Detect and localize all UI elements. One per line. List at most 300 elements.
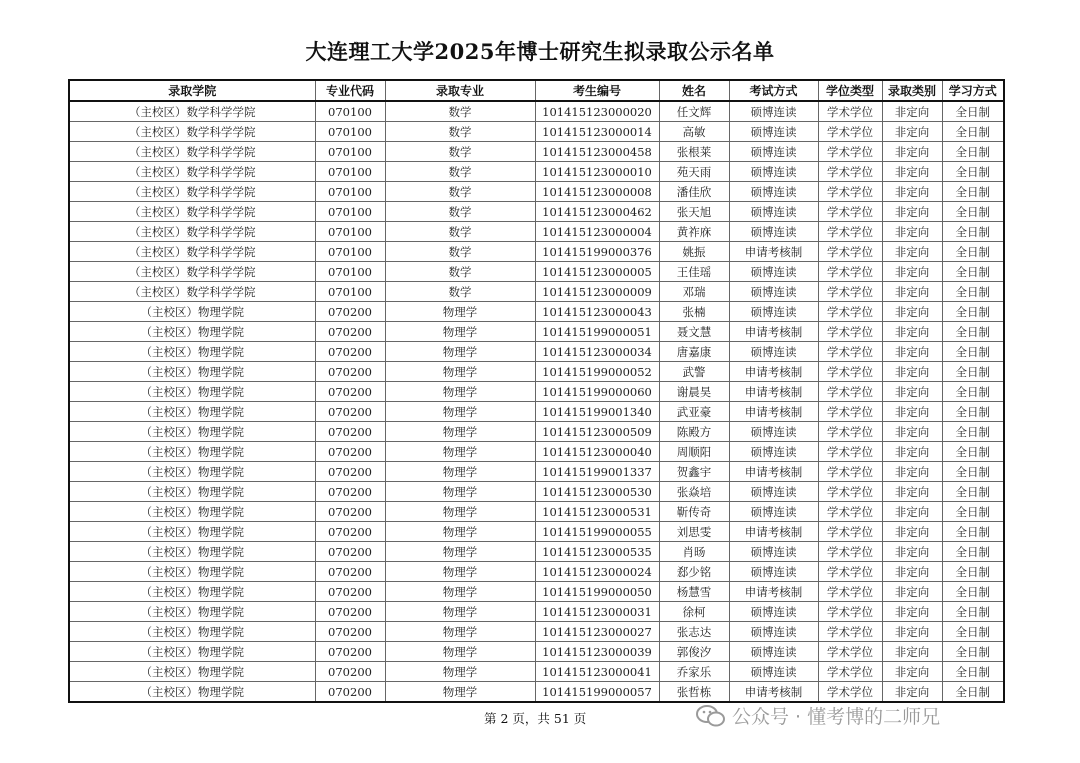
table-cell: 101415123000005 bbox=[535, 262, 659, 282]
table-cell: （主校区）物理学院 bbox=[69, 402, 315, 422]
table-cell: 070100 bbox=[315, 242, 385, 262]
table-row bbox=[69, 322, 1004, 342]
table-cell: 非定向 bbox=[882, 101, 942, 122]
table-cell: 全日制 bbox=[942, 362, 1004, 382]
table-row bbox=[69, 402, 1004, 422]
table-cell: 乔家乐 bbox=[659, 662, 729, 682]
table-row bbox=[69, 162, 1004, 182]
table-cell: 101415199000376 bbox=[535, 242, 659, 262]
table-cell: 数学 bbox=[385, 222, 535, 242]
table-cell: 非定向 bbox=[882, 262, 942, 282]
table-cell: 物理学 bbox=[385, 582, 535, 602]
table-cell: 学术学位 bbox=[818, 542, 882, 562]
table-cell: 数学 bbox=[385, 282, 535, 302]
table-cell: （主校区）数学科学学院 bbox=[69, 242, 315, 262]
table-cell: 101415123000535 bbox=[535, 542, 659, 562]
table-cell: 申请考核制 bbox=[729, 362, 818, 382]
table-cell: 101415123000462 bbox=[535, 202, 659, 222]
table-cell: 非定向 bbox=[882, 182, 942, 202]
table-row bbox=[69, 622, 1004, 642]
table-cell: 070100 bbox=[315, 182, 385, 202]
table-cell: 张志达 bbox=[659, 622, 729, 642]
table-cell: 学术学位 bbox=[818, 462, 882, 482]
table-cell: （主校区）数学科学学院 bbox=[69, 262, 315, 282]
table-cell: 申请考核制 bbox=[729, 242, 818, 262]
table-cell: 070200 bbox=[315, 322, 385, 342]
table-cell: 非定向 bbox=[882, 582, 942, 602]
table-cell: （主校区）数学科学学院 bbox=[69, 101, 315, 122]
table-cell: 全日制 bbox=[942, 562, 1004, 582]
table-cell: 硕博连读 bbox=[729, 262, 818, 282]
table-cell: 101415123000458 bbox=[535, 142, 659, 162]
table-row bbox=[69, 602, 1004, 622]
table-cell: 数学 bbox=[385, 122, 535, 142]
table-row bbox=[69, 682, 1004, 703]
table-cell: 物理学 bbox=[385, 322, 535, 342]
table-cell: 张根莱 bbox=[659, 142, 729, 162]
table-cell: 学术学位 bbox=[818, 222, 882, 242]
table-cell: （主校区）物理学院 bbox=[69, 342, 315, 362]
table-cell: 硕博连读 bbox=[729, 101, 818, 122]
table-cell: 学术学位 bbox=[818, 202, 882, 222]
table-cell: 全日制 bbox=[942, 242, 1004, 262]
table-cell: 学术学位 bbox=[818, 442, 882, 462]
table-cell: 101415123000040 bbox=[535, 442, 659, 462]
table-cell: 硕博连读 bbox=[729, 282, 818, 302]
table-row bbox=[69, 442, 1004, 462]
table-cell: （主校区）物理学院 bbox=[69, 362, 315, 382]
table-cell: 学术学位 bbox=[818, 322, 882, 342]
column-header: 考试方式 bbox=[729, 80, 818, 101]
table-cell: 学术学位 bbox=[818, 122, 882, 142]
table-cell: 070200 bbox=[315, 682, 385, 703]
table-cell: 101415199000050 bbox=[535, 582, 659, 602]
table-cell: 杨慧雪 bbox=[659, 582, 729, 602]
table-cell: 070200 bbox=[315, 422, 385, 442]
table-cell: 任文辉 bbox=[659, 101, 729, 122]
table-cell: 数学 bbox=[385, 142, 535, 162]
table-cell: 硕博连读 bbox=[729, 642, 818, 662]
table-cell: 潘佳欣 bbox=[659, 182, 729, 202]
table-cell: 全日制 bbox=[942, 582, 1004, 602]
table-cell: 学术学位 bbox=[818, 622, 882, 642]
table-cell: 学术学位 bbox=[818, 182, 882, 202]
column-header: 姓名 bbox=[659, 80, 729, 101]
table-cell: 全日制 bbox=[942, 382, 1004, 402]
table-cell: 硕博连读 bbox=[729, 622, 818, 642]
table-cell: 学术学位 bbox=[818, 302, 882, 322]
table-cell: 070100 bbox=[315, 162, 385, 182]
table-cell: 陈殿方 bbox=[659, 422, 729, 442]
table-cell: 非定向 bbox=[882, 422, 942, 442]
column-header: 录取专业 bbox=[385, 80, 535, 101]
table-cell: 学术学位 bbox=[818, 242, 882, 262]
table-cell: 硕博连读 bbox=[729, 542, 818, 562]
wechat-icon bbox=[696, 705, 726, 727]
table-cell: 学术学位 bbox=[818, 422, 882, 442]
column-header: 录取类别 bbox=[882, 80, 942, 101]
table-cell: 全日制 bbox=[942, 642, 1004, 662]
table-cell: （主校区）物理学院 bbox=[69, 442, 315, 462]
table-cell: 申请考核制 bbox=[729, 582, 818, 602]
table-cell: 070200 bbox=[315, 442, 385, 462]
table-cell: 学术学位 bbox=[818, 142, 882, 162]
table-cell: 非定向 bbox=[882, 602, 942, 622]
table-cell: 物理学 bbox=[385, 562, 535, 582]
table-cell: 070100 bbox=[315, 101, 385, 122]
table-row bbox=[69, 422, 1004, 442]
table-cell: 全日制 bbox=[942, 622, 1004, 642]
table-cell: 070200 bbox=[315, 542, 385, 562]
table-cell: 101415123000009 bbox=[535, 282, 659, 302]
table-cell: 070200 bbox=[315, 362, 385, 382]
table-row bbox=[69, 502, 1004, 522]
table-cell: 物理学 bbox=[385, 482, 535, 502]
table-cell: 物理学 bbox=[385, 362, 535, 382]
table-cell: 物理学 bbox=[385, 682, 535, 703]
table-cell: （主校区）物理学院 bbox=[69, 662, 315, 682]
table-cell: 物理学 bbox=[385, 342, 535, 362]
table-cell: 070200 bbox=[315, 462, 385, 482]
table-row bbox=[69, 122, 1004, 142]
table-cell: 101415123000031 bbox=[535, 602, 659, 622]
table-cell: 101415199001340 bbox=[535, 402, 659, 422]
table-cell: 物理学 bbox=[385, 422, 535, 442]
column-header: 专业代码 bbox=[315, 80, 385, 101]
table-cell: 学术学位 bbox=[818, 602, 882, 622]
table-cell: 全日制 bbox=[942, 182, 1004, 202]
table-cell: 101415123000020 bbox=[535, 101, 659, 122]
table-cell: 非定向 bbox=[882, 382, 942, 402]
table-row bbox=[69, 362, 1004, 382]
table-cell: 070200 bbox=[315, 562, 385, 582]
table-cell: （主校区）数学科学学院 bbox=[69, 142, 315, 162]
table-cell: 101415199000057 bbox=[535, 682, 659, 703]
table-cell: 全日制 bbox=[942, 282, 1004, 302]
table-cell: 101415123000530 bbox=[535, 482, 659, 502]
table-cell: 学术学位 bbox=[818, 562, 882, 582]
table-cell: 申请考核制 bbox=[729, 462, 818, 482]
table-cell: 101415199000052 bbox=[535, 362, 659, 382]
table-cell: 全日制 bbox=[942, 522, 1004, 542]
table-cell: （主校区）物理学院 bbox=[69, 322, 315, 342]
table-cell: 101415123000004 bbox=[535, 222, 659, 242]
table-cell: 非定向 bbox=[882, 362, 942, 382]
table-cell: 学术学位 bbox=[818, 642, 882, 662]
table-cell: 邓瑞 bbox=[659, 282, 729, 302]
table-cell: （主校区）物理学院 bbox=[69, 682, 315, 703]
table-cell: 硕博连读 bbox=[729, 142, 818, 162]
table-row bbox=[69, 482, 1004, 502]
column-header: 考生编号 bbox=[535, 80, 659, 101]
table-cell: 全日制 bbox=[942, 442, 1004, 462]
table-cell: 非定向 bbox=[882, 542, 942, 562]
table-cell: （主校区）物理学院 bbox=[69, 382, 315, 402]
table-cell: 硕博连读 bbox=[729, 482, 818, 502]
table-cell: （主校区）物理学院 bbox=[69, 522, 315, 542]
table-cell: 高敏 bbox=[659, 122, 729, 142]
table-cell: 全日制 bbox=[942, 142, 1004, 162]
table-cell: 101415123000041 bbox=[535, 662, 659, 682]
table-row bbox=[69, 582, 1004, 602]
table-cell: 101415123000531 bbox=[535, 502, 659, 522]
table-body bbox=[69, 101, 1004, 702]
table-cell: （主校区）物理学院 bbox=[69, 642, 315, 662]
table-cell: 全日制 bbox=[942, 682, 1004, 703]
table-cell: 肖旸 bbox=[659, 542, 729, 562]
table-cell: 学术学位 bbox=[818, 101, 882, 122]
table-cell: 全日制 bbox=[942, 322, 1004, 342]
table-cell: 非定向 bbox=[882, 282, 942, 302]
table-cell: 全日制 bbox=[942, 462, 1004, 482]
table-cell: 张楠 bbox=[659, 302, 729, 322]
table-cell: 全日制 bbox=[942, 542, 1004, 562]
table-cell: （主校区）物理学院 bbox=[69, 602, 315, 622]
table-cell: 070200 bbox=[315, 342, 385, 362]
table-cell: 070100 bbox=[315, 122, 385, 142]
table-cell: 学术学位 bbox=[818, 402, 882, 422]
table-cell: 非定向 bbox=[882, 522, 942, 542]
table-cell: 070100 bbox=[315, 142, 385, 162]
table-cell: 全日制 bbox=[942, 101, 1004, 122]
table-cell: （主校区）数学科学学院 bbox=[69, 282, 315, 302]
table-header-row bbox=[69, 80, 1004, 101]
table-cell: （主校区）物理学院 bbox=[69, 482, 315, 502]
column-header: 学习方式 bbox=[942, 80, 1004, 101]
page-title: 大连理工大学2025年博士研究生拟录取公示名单 bbox=[305, 39, 775, 64]
table-cell: （主校区）物理学院 bbox=[69, 462, 315, 482]
table-cell: 非定向 bbox=[882, 462, 942, 482]
table-cell: 学术学位 bbox=[818, 342, 882, 362]
table-cell: 非定向 bbox=[882, 162, 942, 182]
table-cell: （主校区）物理学院 bbox=[69, 622, 315, 642]
table-cell: 郭俊汐 bbox=[659, 642, 729, 662]
table-cell: （主校区）数学科学学院 bbox=[69, 182, 315, 202]
table-cell: 学术学位 bbox=[818, 482, 882, 502]
table-cell: 101415123000010 bbox=[535, 162, 659, 182]
table-cell: 101415123000014 bbox=[535, 122, 659, 142]
table-cell: 学术学位 bbox=[818, 262, 882, 282]
table-row bbox=[69, 142, 1004, 162]
table-cell: 070200 bbox=[315, 302, 385, 322]
table-cell: 武亚豪 bbox=[659, 402, 729, 422]
table-cell: 070200 bbox=[315, 522, 385, 542]
table-row bbox=[69, 542, 1004, 562]
table-cell: 数学 bbox=[385, 101, 535, 122]
table-cell: 物理学 bbox=[385, 462, 535, 482]
table-cell: 数学 bbox=[385, 182, 535, 202]
table-cell: 刘思雯 bbox=[659, 522, 729, 542]
table-cell: 070100 bbox=[315, 222, 385, 242]
table-cell: 非定向 bbox=[882, 642, 942, 662]
table-cell: 101415123000024 bbox=[535, 562, 659, 582]
column-header: 录取学院 bbox=[69, 80, 315, 101]
page-number: 第 2 页，共 51 页 bbox=[484, 711, 587, 726]
table-cell: 硕博连读 bbox=[729, 122, 818, 142]
table-cell: 物理学 bbox=[385, 382, 535, 402]
table-cell: 全日制 bbox=[942, 482, 1004, 502]
table-cell: 硕博连读 bbox=[729, 182, 818, 202]
table-cell: 非定向 bbox=[882, 682, 942, 703]
table-cell: 非定向 bbox=[882, 562, 942, 582]
table-cell: 070200 bbox=[315, 582, 385, 602]
table-cell: 101415123000008 bbox=[535, 182, 659, 202]
table-cell: 硕博连读 bbox=[729, 302, 818, 322]
table-cell: 申请考核制 bbox=[729, 522, 818, 542]
table-cell: 数学 bbox=[385, 262, 535, 282]
table-cell: 全日制 bbox=[942, 162, 1004, 182]
table-cell: 非定向 bbox=[882, 482, 942, 502]
table-row bbox=[69, 522, 1004, 542]
table-cell: 非定向 bbox=[882, 442, 942, 462]
table-cell: 硕博连读 bbox=[729, 342, 818, 362]
table-cell: （主校区）物理学院 bbox=[69, 562, 315, 582]
table-cell: 070200 bbox=[315, 482, 385, 502]
table-cell: 申请考核制 bbox=[729, 682, 818, 703]
table-cell: 唐嘉康 bbox=[659, 342, 729, 362]
table-cell: 学术学位 bbox=[818, 162, 882, 182]
table-row bbox=[69, 282, 1004, 302]
table-cell: 数学 bbox=[385, 242, 535, 262]
table-cell: 非定向 bbox=[882, 402, 942, 422]
table-cell: 申请考核制 bbox=[729, 402, 818, 422]
table-cell: 物理学 bbox=[385, 522, 535, 542]
table-cell: 非定向 bbox=[882, 242, 942, 262]
table-row bbox=[69, 242, 1004, 262]
table-cell: 物理学 bbox=[385, 502, 535, 522]
table-cell: 物理学 bbox=[385, 542, 535, 562]
table-cell: 070200 bbox=[315, 402, 385, 422]
table-cell: 张焱培 bbox=[659, 482, 729, 502]
table-cell: 070200 bbox=[315, 662, 385, 682]
table-cell: 070200 bbox=[315, 602, 385, 622]
table-cell: 101415199001337 bbox=[535, 462, 659, 482]
table-row bbox=[69, 382, 1004, 402]
table-row bbox=[69, 302, 1004, 322]
table-cell: 学术学位 bbox=[818, 582, 882, 602]
table-cell: 徐柯 bbox=[659, 602, 729, 622]
table-cell: 非定向 bbox=[882, 622, 942, 642]
table-cell: （主校区）数学科学学院 bbox=[69, 222, 315, 242]
table-cell: 硕博连读 bbox=[729, 222, 818, 242]
table-cell: 101415123000043 bbox=[535, 302, 659, 322]
table-cell: 070200 bbox=[315, 622, 385, 642]
table-cell: 数学 bbox=[385, 202, 535, 222]
table-cell: 070100 bbox=[315, 262, 385, 282]
table-cell: 苑天雨 bbox=[659, 162, 729, 182]
table-cell: 物理学 bbox=[385, 622, 535, 642]
table-cell: （主校区）数学科学学院 bbox=[69, 122, 315, 142]
table-cell: 聂文慧 bbox=[659, 322, 729, 342]
watermark bbox=[696, 702, 940, 729]
table-cell: （主校区）物理学院 bbox=[69, 422, 315, 442]
table-cell: 非定向 bbox=[882, 222, 942, 242]
table-cell: 学术学位 bbox=[818, 682, 882, 703]
table-cell: 硕博连读 bbox=[729, 442, 818, 462]
table-cell: 070200 bbox=[315, 382, 385, 402]
table-cell: 101415123000034 bbox=[535, 342, 659, 362]
table-row bbox=[69, 202, 1004, 222]
table-cell: 全日制 bbox=[942, 602, 1004, 622]
table-cell: 非定向 bbox=[882, 122, 942, 142]
table-cell: 硕博连读 bbox=[729, 162, 818, 182]
table-cell: 全日制 bbox=[942, 202, 1004, 222]
table-cell: （主校区）数学科学学院 bbox=[69, 202, 315, 222]
table-row bbox=[69, 222, 1004, 242]
table-row bbox=[69, 262, 1004, 282]
table-cell: 硕博连读 bbox=[729, 662, 818, 682]
table-cell: 硕博连读 bbox=[729, 562, 818, 582]
table-cell: 物理学 bbox=[385, 442, 535, 462]
table-cell: 101415199000060 bbox=[535, 382, 659, 402]
table-cell: 谢晨昊 bbox=[659, 382, 729, 402]
table-cell: 数学 bbox=[385, 162, 535, 182]
table-cell: 070100 bbox=[315, 202, 385, 222]
table-cell: 全日制 bbox=[942, 502, 1004, 522]
table-cell: 张天旭 bbox=[659, 202, 729, 222]
table-cell: 王佳瑶 bbox=[659, 262, 729, 282]
table-cell: 101415199000055 bbox=[535, 522, 659, 542]
table-cell: 物理学 bbox=[385, 302, 535, 322]
table-cell: 全日制 bbox=[942, 422, 1004, 442]
table-cell: 全日制 bbox=[942, 662, 1004, 682]
table-cell: 非定向 bbox=[882, 142, 942, 162]
table-cell: 全日制 bbox=[942, 302, 1004, 322]
table-cell: 申请考核制 bbox=[729, 322, 818, 342]
table-cell: 070100 bbox=[315, 282, 385, 302]
table-cell: 全日制 bbox=[942, 402, 1004, 422]
table-cell: 学术学位 bbox=[818, 662, 882, 682]
table-cell: （主校区）物理学院 bbox=[69, 582, 315, 602]
table-cell: 070200 bbox=[315, 502, 385, 522]
table-row bbox=[69, 342, 1004, 362]
table-row bbox=[69, 101, 1004, 122]
table-cell: 101415123000509 bbox=[535, 422, 659, 442]
table-cell: 姚振 bbox=[659, 242, 729, 262]
table-cell: 张哲栋 bbox=[659, 682, 729, 703]
table-cell: 物理学 bbox=[385, 662, 535, 682]
table-cell: （主校区）物理学院 bbox=[69, 502, 315, 522]
table-row bbox=[69, 562, 1004, 582]
table-cell: 学术学位 bbox=[818, 382, 882, 402]
table-cell: 硕博连读 bbox=[729, 422, 818, 442]
table-cell: 全日制 bbox=[942, 122, 1004, 142]
table-cell: （主校区）物理学院 bbox=[69, 542, 315, 562]
table-cell: 物理学 bbox=[385, 642, 535, 662]
table-cell: 学术学位 bbox=[818, 362, 882, 382]
table-cell: 非定向 bbox=[882, 302, 942, 322]
table-cell: 非定向 bbox=[882, 502, 942, 522]
table-cell: 全日制 bbox=[942, 342, 1004, 362]
table-cell: 070200 bbox=[315, 642, 385, 662]
table-cell: 101415123000039 bbox=[535, 642, 659, 662]
table-cell: 学术学位 bbox=[818, 282, 882, 302]
admission-table bbox=[68, 79, 1005, 703]
table-cell: 101415123000027 bbox=[535, 622, 659, 642]
table-cell: 非定向 bbox=[882, 342, 942, 362]
table-row bbox=[69, 182, 1004, 202]
table-cell: 非定向 bbox=[882, 322, 942, 342]
table-row bbox=[69, 642, 1004, 662]
table-cell: （主校区）物理学院 bbox=[69, 302, 315, 322]
table-cell: 郄少铭 bbox=[659, 562, 729, 582]
table-cell: 全日制 bbox=[942, 222, 1004, 242]
table-cell: 硕博连读 bbox=[729, 602, 818, 622]
table-cell: 靳传奇 bbox=[659, 502, 729, 522]
table-cell: 硕博连读 bbox=[729, 202, 818, 222]
table-cell: 硕博连读 bbox=[729, 502, 818, 522]
table-cell: 黄祚庥 bbox=[659, 222, 729, 242]
